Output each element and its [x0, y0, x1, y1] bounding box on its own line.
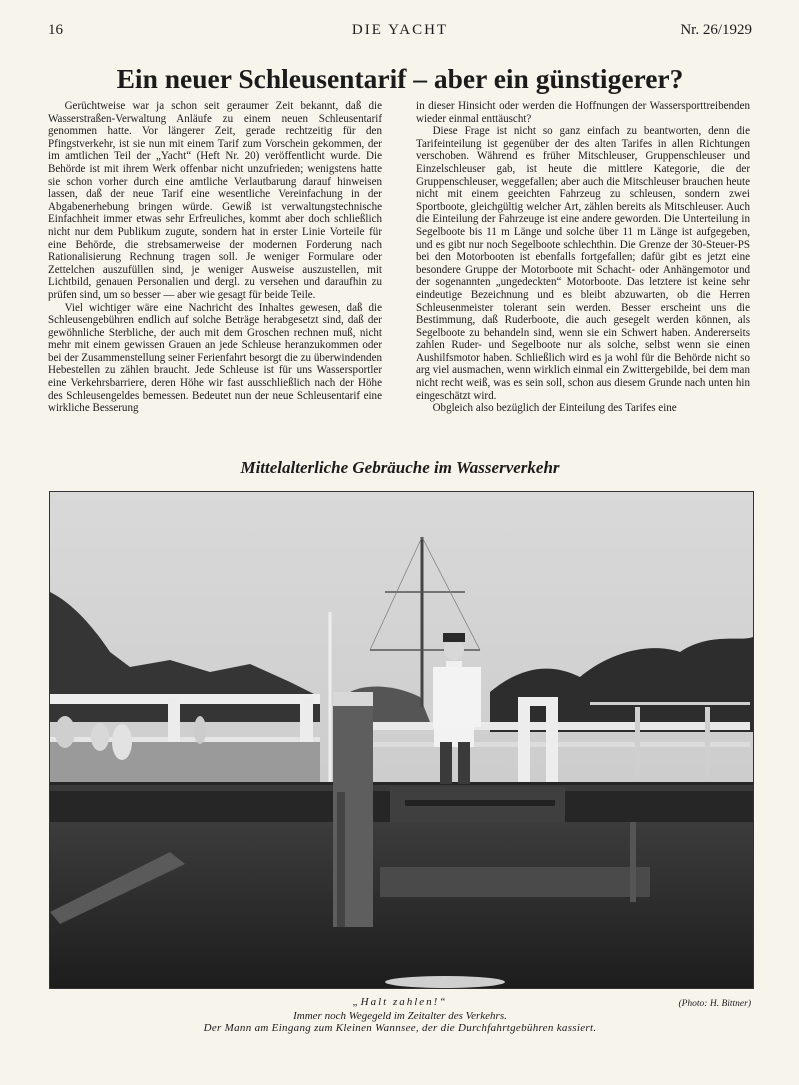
caption-line: Immer noch Wegegeld im Zeitalter des Verkehrs.	[293, 1010, 507, 1022]
page-number: 16	[48, 22, 63, 38]
article-column-left	[48, 100, 382, 428]
paragraph: in dieser Hinsicht oder werden die Hoffnungen der Wassersporttreibenden wieder einmal enttäuscht?	[416, 100, 750, 125]
issue-number: Nr. 26/1929	[680, 22, 752, 38]
figure-title: Mittelalterliche Gebräuche im Wasserverkehr	[240, 458, 560, 477]
page-header	[48, 22, 752, 42]
caption-quote: „Halt zahlen!“	[352, 996, 448, 1008]
paragraph: Viel wichtiger wäre eine Nachricht des Inhaltes gewesen, daß die Schleusengebühren endlich auf solche Beträge herabgesetzt sind, daß der gewöhnliche Sterbliche, der auch mit dem Groschen rechnen muß, nicht mehr mit einem gewissen Grauen an jede Schleuse heranzukommen oder bei der Zusammenstellung seiner Ferienfahrt besorgt die zu überwindenden Hebestellen zu zählen braucht. Jede Schleuse ist für uns Wassersportler eine Verkehrsbarriere, deren Höhe wir fast ausschließlich nach der Höhe des Schleusengeldes bemessen. Bedeutet nun der neue Schleusentarif eine wirkliche Besserung	[48, 301, 382, 415]
paragraph: Gerüchtweise war ja schon seit geraumer Zeit bekannt, daß die Wasserstraßen-Verwaltung Anläufe zu einem neuen Schleusentarif genommen hatte. Vor längerer Zeit, gerade rechtzeitig für den Pfingstverkehr, ist sie nun mit einem Tarif zum Vorschein gekommen, der im amtlichen Teil der „Yacht“ (Heft Nr. 20) veröffentlicht wurde. Die Behörde ist mit ihrem Werk offenbar nicht unzufrieden; wenigstens hatte sie schon vorher durch eine amtliche Verlautbarung darauf hinweisen lassen, daß der neue Tarif eine wesentliche Vereinfachung in der Abgabenerhebung bringen würde. Gewiß ist verwaltungstechnische Einfachheit immer etwas sehr Erfreuliches, kommt aber doch schließlich nicht nur dem Publikum zugute, sondern hat in erster Linie Vorteile für eine Behörde, die strebsamerweise der modernen Forderung nach Rationalisierung Rechnung tragen soll. Je weniger Formulare oder Zettelchen auszufüllen sind, je weniger Ausweise auszustellen, mit Lichtbild, genauen Personalien und dergl. zu versehen und daraufhin zu prüfen sind, um so besser — aber wie gesagt für beide Teile.	[48, 100, 382, 301]
paragraph: Diese Frage ist nicht so ganz einfach zu beantworten, denn die Tarifeinteilung ist gegenüber der des alten Tarifes in allen Richtungen verschoben. Während es früher Mitschleuser, Gruppenschleuser und Einzelschleuser gab, ist heute die mittlere Kategorie, die der Gruppenschleuser, weggefallen; aber auch die Mitschleuser brauchen heute nicht mit einem geeichten Fahrzeug zu schleusen, sondern zwei Sportboote, gleichgültig welcher Art, zählen bereits als Mitschleuser. Auch die Einteilung der Fahrzeuge ist eine andere geworden. Die Unterteilung in Segelboote bis 11 m Länge und solche über 11 m Länge ist aufgegeben, und es gibt nur noch Segelboote schlechthin. Die Grenze der 30-Steuer-PS bei den Motorbooten ist ebenfalls fortgefallen; dafür gibt es jetzt eine besondere Gruppe der Motorboote mit Schacht- oder Anhängemotor und der sogenannten „ungedeckten“ Motorboote. Das letztere ist keine sehr eindeutige Bezeichnung und es bleibt abzuwarten, ob die Herren Schleusenmeister tolerant sein werden. Besser erscheint uns die Bestimmung, daß Ruderboote, die auch gesegelt werden können, als Segelboote zu behandeln sind, wenn sie ein Schwert haben. Andererseits zahlen Ruder- und Segelboote nur als solche, selbst wenn sie einen Aushilfsmotor haben. Schließlich wird es ja wohl für die Behörde nicht so arg viel ausmachen, wenn wirklich einmal ein Zwittergebilde, bei dem man nicht recht weiß, was es sein soll, schon aus diesem Grunde nach unten hin eingeschätzt wird.	[416, 125, 750, 402]
photo-credit: (Photo: H. Bittner)	[678, 999, 751, 1009]
photo-lock-keeper	[49, 491, 754, 989]
magazine-title: DIE YACHT	[351, 22, 449, 38]
article-column-right	[416, 100, 750, 428]
paragraph: Obgleich also bezüglich der Einteilung des Tarifes eine	[432, 402, 677, 415]
caption-line: Der Mann am Eingang zum Kleinen Wannsee, der die Durchfahrtgebühren kassiert.	[203, 1022, 597, 1034]
article-title: Ein neuer Schleusentarif – aber ein günstigerer?	[116, 63, 684, 94]
